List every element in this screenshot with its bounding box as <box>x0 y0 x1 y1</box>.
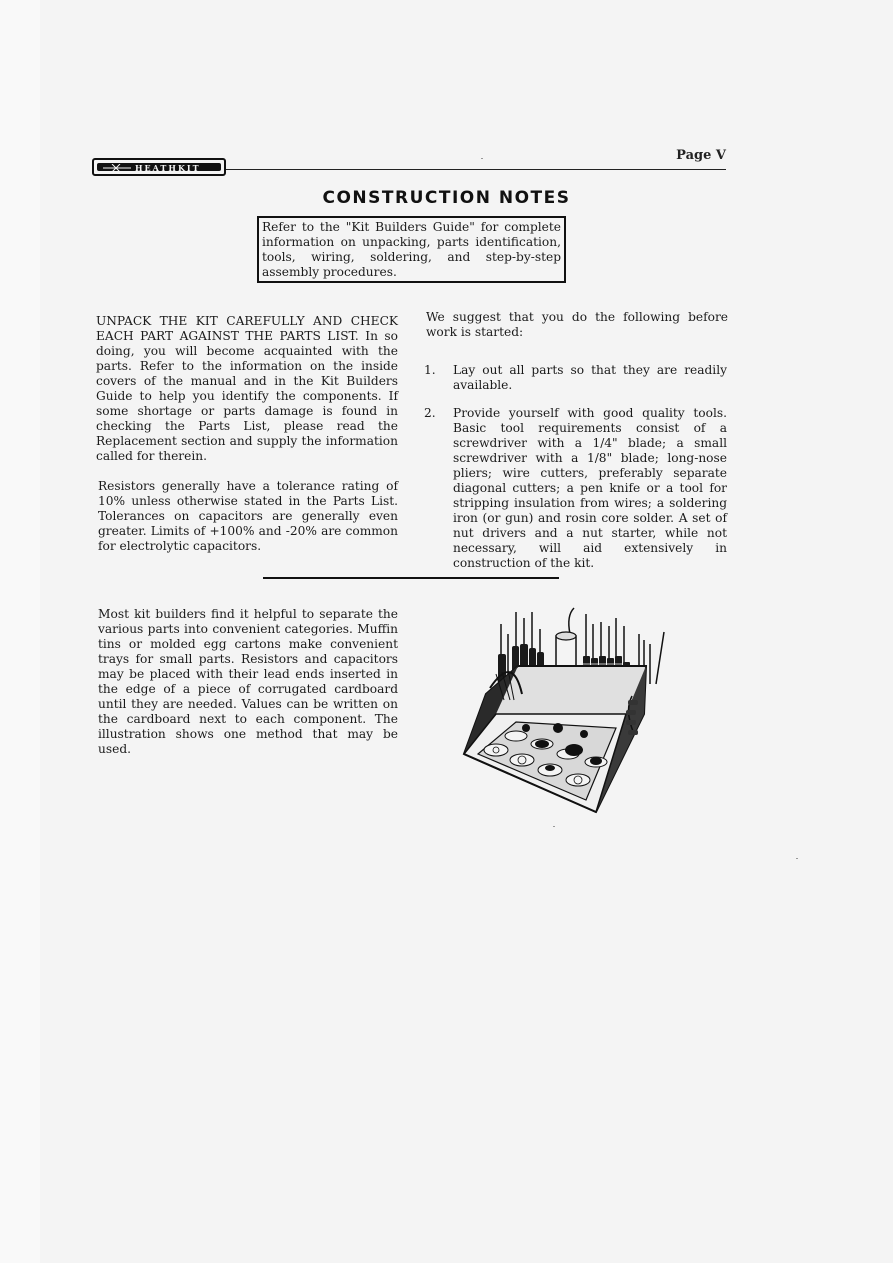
parts-sorting-paragraph: Most kit builders find it helpful to separate the various parts into convenient categories. Muffin tins or molded egg cartons make convenient trays for small parts. Resistors and capacitors may be placed with their lead ends inserted in the edge of a piece of corrugated cardboard until they are needed. Values can be written on the cardboard next to each component. The illustration shows one method that may be used. <box>98 607 398 756</box>
list-item-number: 1. <box>424 363 436 377</box>
header-rule <box>226 169 726 170</box>
list-item-text: Lay out all parts so that they are readily available. <box>453 363 727 392</box>
logo-text: HEATHKIT <box>135 163 201 173</box>
suggestion-intro: We suggest that you do the following before work is started: <box>426 310 728 339</box>
page-title: CONSTRUCTION NOTES <box>322 188 571 208</box>
scan-speck <box>481 158 483 159</box>
list-item <box>424 363 728 395</box>
heathkit-logo <box>92 158 226 176</box>
parts-tray-illustration <box>456 604 670 818</box>
scan-speck <box>796 858 798 859</box>
list-item-text: Provide yourself with good quality tools. Basic tool requirements consist of a screwdriver with a 1/4" blade; a small screwdriver with a 1/8" blade; long-nose pliers; wire cutters, preferably separate diagonal cutters; a pen knife or a tool for stripping insulation from wires; a soldering iron (or gun) and rosin core solder. A set of nut drivers and a nut starter, while not necessary, will aid extensively in construction of the kit. <box>453 406 727 570</box>
unpack-paragraph: UNPACK THE KIT CAREFULLY AND CHECK EACH PART AGAINST THE PARTS LIST. In so doing, you will become acquainted with the parts. Refer to the information on the inside covers of the manual and in the Kit Builders Guide to help you identify the components. If some shortage or parts damage is found in checking the Parts List, please read the Replacement section and supply the information called for therein. <box>96 314 398 463</box>
logo-emblem-icon <box>103 164 131 172</box>
kit-builders-guide-note: Refer to the "Kit Builders Guide" for complete information on unpacking, parts identification, tools, wiring, soldering, and step-by-step assembly procedures. <box>257 216 566 283</box>
list-item-number: 2. <box>424 406 436 420</box>
list-item <box>424 406 728 570</box>
section-divider <box>263 577 559 579</box>
page-number: Page V <box>676 148 726 163</box>
scan-speck <box>553 826 555 827</box>
tolerance-paragraph: Resistors generally have a tolerance rating of 10% unless otherwise stated in the Parts List. Tolerances on capacitors are generally even greater. Limits of +100% and -20% are common for electrolytic capacitors. <box>98 479 398 553</box>
